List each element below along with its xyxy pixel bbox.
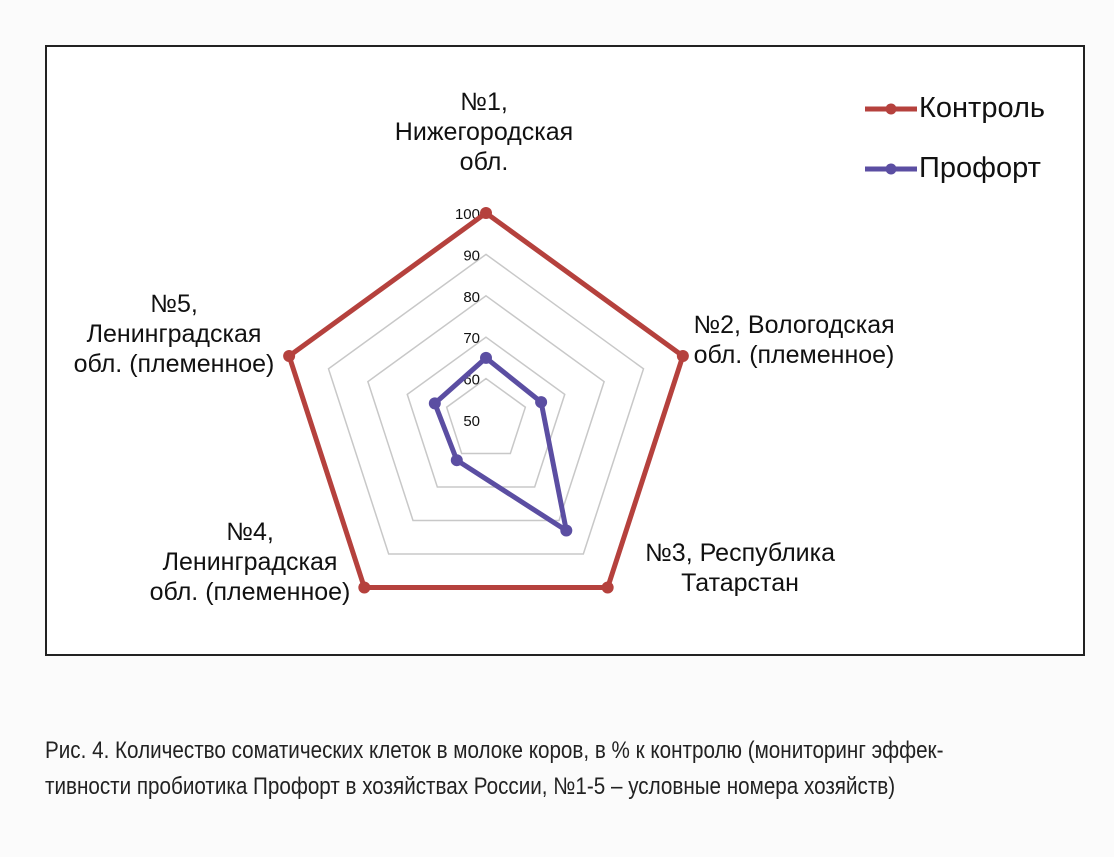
data-point-profort-3 <box>560 525 572 537</box>
axis-label-4: №4, Ленинградская обл. (племенное) <box>149 518 351 606</box>
legend-item-profort <box>865 153 1085 213</box>
data-point-profort-1 <box>480 352 492 364</box>
axis-label-1: №1, Нижегородская обл. <box>394 88 574 176</box>
tick-label-80: 80 <box>463 288 480 306</box>
figure-caption <box>45 733 1090 805</box>
data-point-control-3 <box>602 581 614 593</box>
axis-label-2: №2, Вологодская обл. (племенное) <box>693 311 895 369</box>
legend-label-profort: Профорт <box>919 152 1041 184</box>
tick-label-100: 100 <box>454 206 480 223</box>
legend <box>865 93 1085 213</box>
series-profort <box>429 352 572 537</box>
legend-item-control <box>865 93 1085 153</box>
data-point-profort-2 <box>535 396 547 408</box>
chart-frame <box>45 45 1085 656</box>
tick-label-50: 50 <box>463 413 480 430</box>
legend-label-control: Контроль <box>919 92 1045 124</box>
tick-label-90: 90 <box>463 247 480 265</box>
axis-label-3: №3, Республика Татарстан <box>644 539 836 597</box>
axis-label-5: №5, Ленинградская обл. (племенное) <box>73 290 275 378</box>
data-point-profort-5 <box>429 397 441 409</box>
legend-swatch-control <box>865 93 925 123</box>
tick-label-70: 70 <box>463 330 480 348</box>
series-line-profort <box>435 358 566 531</box>
tick-label-60: 60 <box>463 371 480 389</box>
data-point-control-1 <box>480 207 492 219</box>
legend-swatch-profort <box>865 153 925 183</box>
caption-line-2: тивности пробиотика Профорт в хозяйствах России, №1-5 – условные номера хозяйств) <box>45 773 896 800</box>
grid-ring-60 <box>447 379 526 454</box>
caption-line-1: Рис. 4. Количество соматических клеток в молоке коров, в % к контролю (мониторинг эффек- <box>45 737 944 764</box>
radar-tick-labels <box>455 206 480 430</box>
data-point-profort-4 <box>451 454 463 466</box>
